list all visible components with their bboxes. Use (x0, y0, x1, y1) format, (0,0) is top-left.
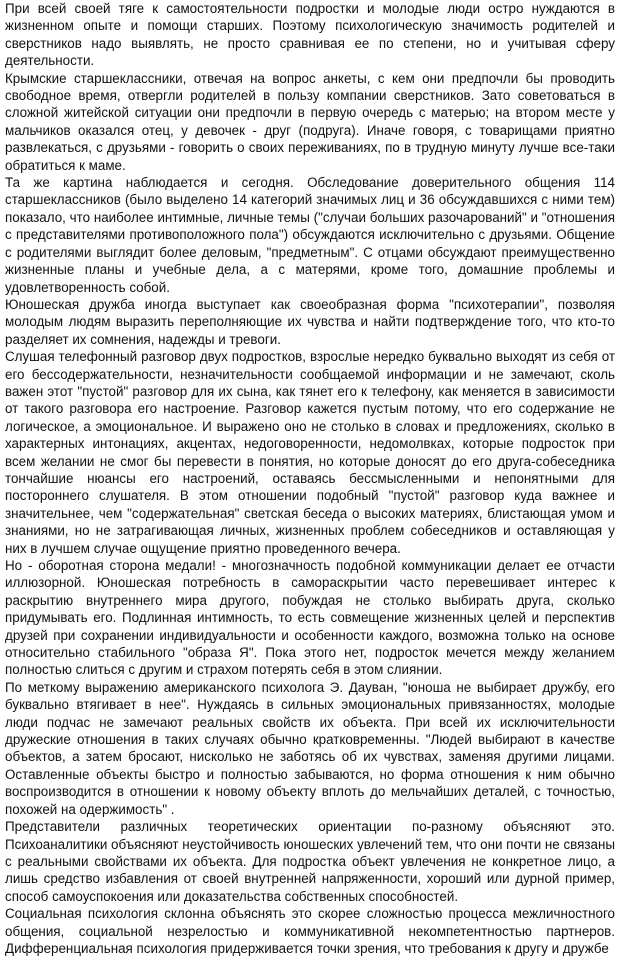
document-page (5, 0, 615, 957)
paragraph-1: При всей своей тяге к самостоятельности подростки и молодые люди остро нуждаются в жизненном опыте и помощи старших. Поэтому психологическую значимость родителей и сверстников надо выявлять, не просто сравнивая ее по степени, но и учитывая сферу деятельности. (5, 1, 615, 69)
paragraph-7: По меткому выражению американского психолога Э. Дауван, "юноша не выбирает дружбу, его буквально втягивает в нее". Нуждаясь в сильных эмоциональных привязанностях, молодые люди подчас не замечают реальных свойств их объекта. При всей их исключительности дружеские отношения в таких случаях обычно кратковременны. "Людей выбирают в качестве объектов, а затем бросают, нисколько не заботясь об их чувствах, заменяя другими лицами. Оставленные объекты быстро и полностью забываются, но форма отношения к ним обычно воспроизводится в отношении к новому объекту вплоть до мельчайших деталей, с точностью, похожей на одержимость" . (5, 679, 615, 817)
paragraph-2: Крымские старшеклассники, отвечая на вопрос анкеты, с кем они предпочли бы проводить свободное время, отвергли родителей в пользу компании сверстников. Зато советоваться в сложной житейской ситуации они предпочли в первую очередь с матерью; на втором месте у мальчиков оказался отец, у девочек - друг (подруга). Иначе говоря, с товарищами приятно развлекаться, с друзьями - говорить о своих переживаниях, по в трудную минуту лучше все-таки обратиться к маме. (5, 70, 615, 173)
paragraph-3: Та же картина наблюдается и сегодня. Обследование доверительного общения 114 старшеклассников (было выделено 14 категорий значимых лиц и 36 обсуждавшихся с ними тем) показало, что наиболее интимные, личные темы ("случаи больших разочарований" и "отношения с представителями противоположного пола") обсуждаются исключительно с друзьями. Общение с родителями выглядит более деловым, "предметным". С отцами обсуждают преимущественно жизненные планы и учебные дела, а с матерями, кроме того, домашние проблемы и удовлетворенность собой. (5, 175, 615, 295)
paragraph-4: Юношеская дружба иногда выступает как своеобразная форма "психотерапии", позволяя молодым людям выразить переполняющие их чувства и найти подтверждение того, что кто-то разделяет их сомнения, надежды и тревоги. (5, 296, 615, 347)
paragraph-8: Представители различных теоретических ориентации по-разному объясняют это. Психоаналитики объясняют неустойчивость юношеских увлечений тем, что они почти не связаны с реальными свойствами их объекта. Для подростка объект увлечения не конкретное лицо, а лишь средство избавления от своей внутренней напряженности, хороший или дурной пример, способ самоуспокоения или доказательства собственных способностей. (5, 819, 615, 904)
paragraph-6: Но - оборотная сторона медали! - многозначность подобной коммуникации делает ее отчасти иллюзорной. Юношеская потребность в самораскрытии часто перевешивает интерес к раскрытию внутреннего мира другого, побуждая не столько выбирать друга, сколько придумывать его. Подлинная интимность, то есть совмещение жизненных целей и перспектив друзей при сохранении индивидуальности и особенности каждого, возможна только на основе относительно стабильного "образа Я". Пока этого нет, подросток мечется между желанием полностью слиться с другим и страхом потерять себя в этом слиянии. (5, 558, 615, 678)
paragraph-9: Социальная психология склонна объяснять это скорее сложностью процесса межличностного общения, социальной незрелостью и коммуникативной некомпетентностью партнеров. Дифференциальная психология придерживается точки зрения, что требования к другу и дружбе (5, 906, 615, 956)
paragraph-5: Слушая телефонный разговор двух подростков, взрослые нередко буквально выходят из себя от его бессодержательности, незначительности сообщаемой информации и не замечают, сколь важен этот "пустой" разговор для их сына, как тянет его к телефону, как меняется в зависимости от такого разговора его настроение. Разговор кажется пустым потому, что его содержание не логическое, а эмоциональное. И выражено оно не столько в словах и предложениях, сколько в характерных интонациях, акцентах, недоговоренности, недомолвках, которые подросток при всем желании не смог бы перевести в понятия, но которые доносят до его друга-собеседника тончайшие нюансы его настроений, оставаясь бессмысленными и непонятными для постороннего слушателя. В этом отношении подобный "пустой" разговор куда важнее и значительнее, чем "содержательная" светская беседа о высоких материях, блистающая умом и знаниями, но не затрагивающая личных, жизненных проблем собеседников и оставляющая у них в лучшем случае ощущение приятно проведенного вечера. (5, 349, 615, 556)
